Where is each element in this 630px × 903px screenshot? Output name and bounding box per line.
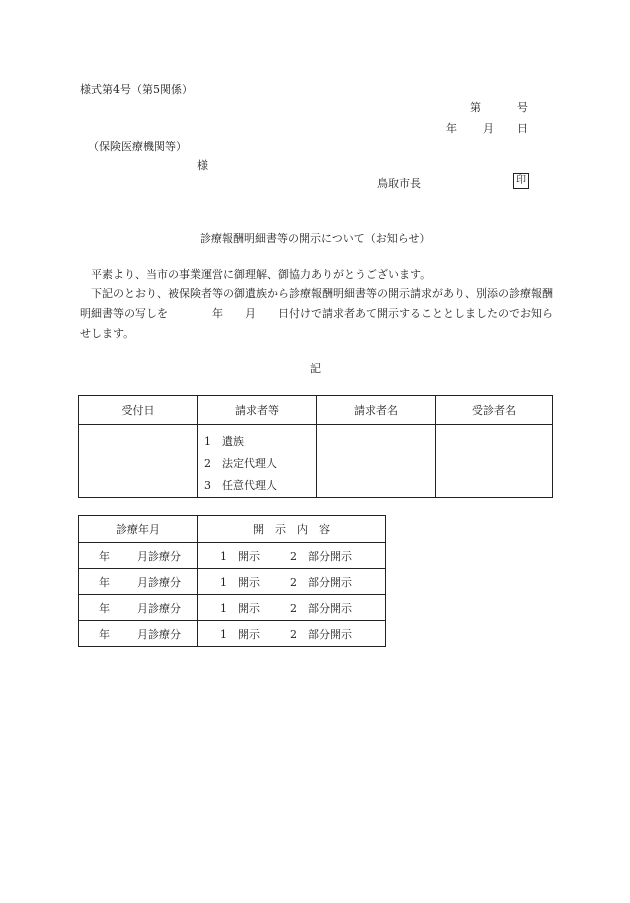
- sender: 鳥取市長: [377, 177, 421, 190]
- treatment-month-cell[interactable]: 年 月診療分: [79, 543, 198, 569]
- disclosure-options-cell[interactable]: 1 開示 2 部分開示: [198, 543, 386, 569]
- ki-heading: 記: [310, 362, 321, 375]
- header-requester-name: 請求者名: [317, 396, 436, 425]
- date-month: 月: [483, 122, 494, 135]
- disclosure-options-cell[interactable]: 1 開示 2 部分開示: [198, 569, 386, 595]
- addressee: （保険医療機関等）: [88, 140, 187, 153]
- doc-number-suffix: 号: [517, 101, 528, 114]
- paragraph-notice: 下記のとおり、被保険者等の御遺族から診療報酬明細書等の開示請求があり、別添の診療報酬明細書等の写しを 年 月 日付けで請求者あて開示することとしましたのでお知らせします。: [80, 287, 553, 340]
- patient-name-cell[interactable]: [436, 425, 553, 498]
- requester-name-cell[interactable]: [317, 425, 436, 498]
- option-voluntary-representative[interactable]: 3 任意代理人: [204, 479, 277, 492]
- option-legal-representative[interactable]: 2 法定代理人: [204, 457, 277, 470]
- paragraph-greeting: 平素より、当市の事業運営に御理解、御協力ありがとうございます。: [91, 268, 432, 281]
- header-patient-name: 受診者名: [436, 396, 553, 425]
- treatment-month-cell[interactable]: 年 月診療分: [79, 595, 198, 621]
- option-bereaved[interactable]: 1 遺族: [204, 435, 244, 448]
- treatment-month-cell[interactable]: 年 月診療分: [79, 569, 198, 595]
- request-table: [78, 395, 553, 498]
- disclosure-options-cell[interactable]: 1 開示 2 部分開示: [198, 595, 386, 621]
- treatment-month-cell[interactable]: 年 月診療分: [79, 621, 198, 647]
- received-date-cell[interactable]: [79, 425, 198, 498]
- requester-type-cell[interactable]: [198, 425, 317, 498]
- table-row: [79, 595, 386, 621]
- header-disclosure-content: 開 示 内 容: [198, 516, 386, 543]
- header-received-date: 受付日: [79, 396, 198, 425]
- table-row: [79, 621, 386, 647]
- table-row: [79, 569, 386, 595]
- disclosure-table: [78, 515, 386, 647]
- doc-number-prefix: 第: [470, 101, 481, 114]
- disclosure-options-cell[interactable]: 1 開示 2 部分開示: [198, 621, 386, 647]
- date-day: 日: [517, 122, 528, 135]
- date-year: 年: [446, 122, 457, 135]
- table-row: [79, 543, 386, 569]
- header-requester-type: 請求者等: [198, 396, 317, 425]
- header-treatment-month: 診療年月: [79, 516, 198, 543]
- honorific: 様: [197, 159, 208, 172]
- form-number: 様式第4号（第5関係）: [80, 83, 193, 96]
- document-title: 診療報酬明細書等の開示について（お知らせ）: [200, 232, 431, 245]
- seal-box: 印: [513, 173, 529, 189]
